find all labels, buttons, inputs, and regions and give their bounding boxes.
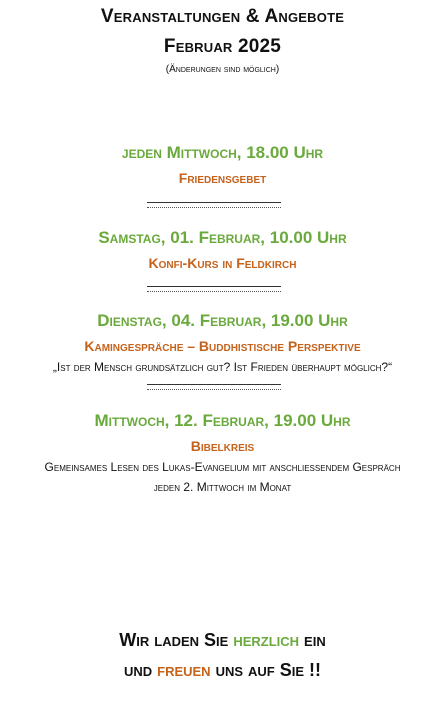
closing-line-2	[0, 656, 445, 684]
event-schedule-note: jeden 2. Mittwoch im Monat	[153, 480, 292, 494]
event-item	[0, 142, 445, 188]
closing-text: Wir laden Sie	[119, 630, 234, 650]
page-title: Veranstaltungen & Angebote	[100, 6, 345, 27]
event-item	[0, 227, 445, 273]
event-description: „Ist der Mensch grundsätzlich gut? Ist Frieden überhaupt möglich?“	[52, 360, 393, 374]
event-name: Konfi-Kurs in Feldkirch	[148, 255, 297, 271]
closing-text: uns auf Sie !!	[210, 660, 322, 680]
event-item	[0, 410, 445, 496]
separator	[147, 202, 281, 208]
event-description: Gemeinsames Lesen des Lukas-Evangelium mit anschließendem Gespräch	[44, 460, 401, 474]
closing-highlight-freuen: freuen	[157, 660, 211, 680]
event-name: Bibelkreis	[190, 438, 255, 454]
changes-note: (Änderungen sind möglich)	[165, 64, 280, 75]
closing-highlight-herzlich: herzlich	[233, 630, 300, 650]
separator	[147, 384, 281, 390]
event-date: Samstag, 01. Februar, 10.00 Uhr	[98, 228, 347, 247]
event-item	[0, 310, 445, 376]
separator	[147, 286, 281, 292]
closing-line-1	[0, 626, 445, 654]
event-name: Kamingespräche – Buddhistische Perspektive	[84, 338, 361, 354]
event-date: Dienstag, 04. Februar, 19.00 Uhr	[97, 311, 348, 330]
page-month: Februar 2025	[163, 36, 282, 57]
event-name: Friedensgebet	[178, 170, 267, 186]
closing-text: ein	[299, 630, 326, 650]
event-date: Mittwoch, 12. Februar, 19.00 Uhr	[94, 411, 351, 430]
event-date: jeden Mittwoch, 18.00 Uhr	[121, 143, 324, 162]
closing-text: und	[123, 660, 158, 680]
